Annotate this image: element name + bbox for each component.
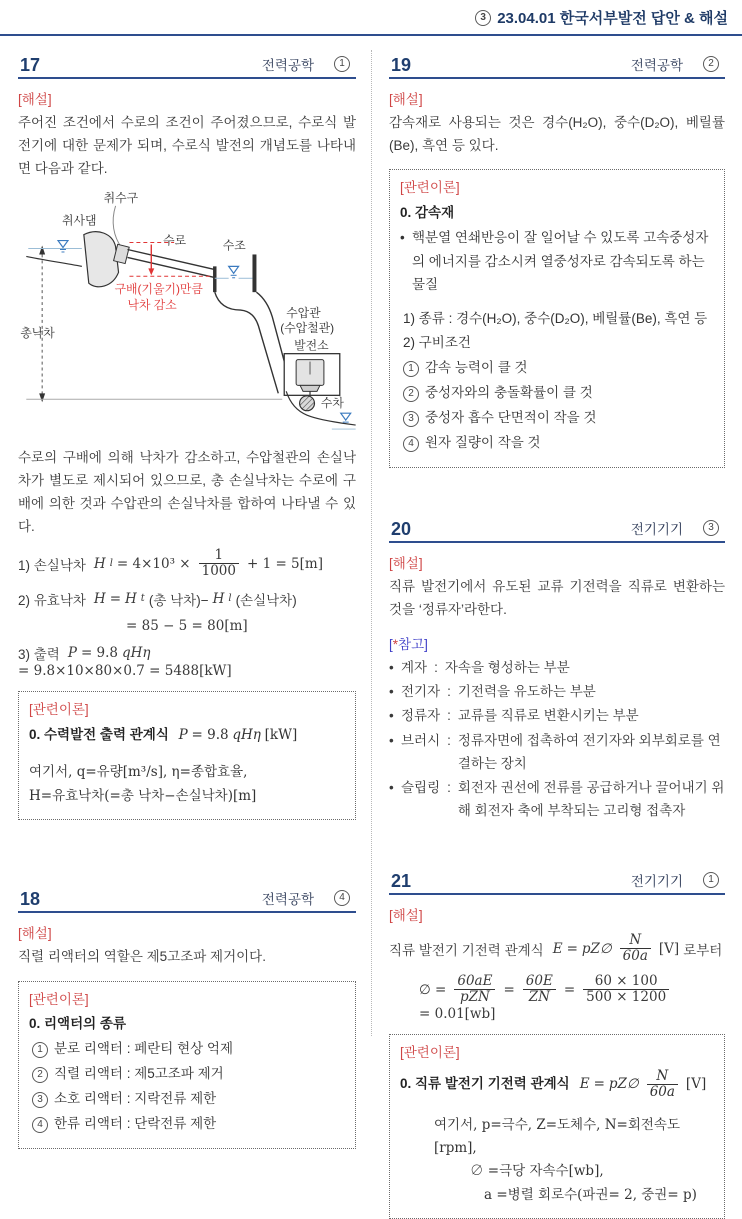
item-number-badge: 3 (32, 1092, 48, 1108)
definition: 교류를 직류로 변환시키는 부분 (457, 708, 639, 724)
explanation-text: 직렬 리액터의 역할은 제5고조파 제거이다. (18, 949, 266, 965)
explanation-text: 직류 발전기에서 유도된 교류 기전력을 직류로 변환하는 것을 ‘정류자’라한다. (389, 578, 725, 617)
theory-label: [관련이론] (29, 991, 89, 1007)
upstream-water (26, 240, 82, 266)
moderator-requirements-title: 2) 구비조건 (403, 334, 471, 350)
theory-note: 여기서, q=유량[m³/s], η=종합효율, (29, 764, 248, 781)
term: 전기자 (401, 684, 441, 700)
item-number-badge: 2 (403, 386, 419, 402)
bullet-icon: • (400, 230, 405, 246)
reactor-type-list (29, 1038, 345, 1136)
total-head-label: 총낙차 (20, 325, 55, 340)
head-loss-note-line2: 낙차 감소 (127, 297, 177, 312)
equation-effective-head-result: = 85 − 5 = 80[m] (126, 617, 248, 634)
equation-output: 3) 출력 P = 9.8 qHη = 9.8×10×80×0.7 = 5488[kW] (18, 644, 232, 679)
theory-label: [관련이론] (400, 180, 460, 196)
fraction: $\frac{60E}{ZN}$ (523, 974, 556, 1006)
water-level-icon (341, 413, 351, 422)
turbine-label: 수차 (320, 395, 344, 410)
term: 계자 (401, 660, 428, 676)
intake-label: 취수구 (103, 190, 139, 205)
left-column (18, 50, 356, 1149)
theory-note: 여기서, p=극수, Z=도체수, N=회전속도[rpm], (434, 1116, 681, 1156)
flux-calculation-line: ∅ = $\frac{60aE}{\text{pZN}}$ = $\frac{60E}{ZN}$ = $\frac{60 \times 100}{500 \times 1200}$ = 0.01[wb] (419, 974, 725, 1022)
turbine (300, 395, 345, 410)
question-number: 21 (391, 870, 412, 891)
page-title: 23.04.01 한국서부발전 답안 & 해설 (497, 10, 728, 27)
bullet-icon: • (389, 660, 394, 676)
question-20 (389, 514, 725, 823)
theory-box-q21 (389, 1034, 725, 1219)
subject-label: 전력공학 (630, 58, 683, 73)
term: 브러시 (401, 732, 441, 748)
explanation-text: 감속재로 사용되는 것은 경수(H₂O), 중수(D₂O), 베릴률(Be), 흑연 등 있다. (389, 115, 725, 154)
moderator-requirement-list (400, 357, 714, 455)
explanation-text: 주어진 조건에서 수로의 조건이 주어졌으므로, 수로식 발전기에 대한 문제가 되며, 수로식 발전의 개념도를 나타내면 다음과 같다. (18, 115, 356, 177)
list-item (400, 407, 714, 430)
list-item (29, 1088, 345, 1111)
header-circled-number: 3 (475, 10, 491, 26)
theory-title-line: 0. 직류 발전기 기전력 관계식 E = pZ∅ $\frac{N}{60a}$ [V] (400, 1067, 707, 1101)
right-column (389, 50, 725, 1219)
bullet-icon: • (389, 732, 394, 748)
answer-badge: 1 (703, 872, 719, 888)
question-21 (389, 866, 725, 1219)
list-item (29, 1038, 345, 1061)
list-item (29, 1113, 345, 1136)
subject-label: 전력공학 (261, 892, 314, 908)
fraction: $\frac{1}{1000}$ (199, 548, 239, 580)
haesul-label: [해설] (18, 92, 52, 107)
definition: 회전자 권선에 전류를 공급하거나 끌어내기 위해 회전자 축에 부착되는 고리형 접촉자 (457, 780, 725, 819)
term: 슬립링 (401, 780, 441, 796)
page-header (475, 7, 728, 28)
fraction: $\frac{N}{60a}$ (620, 933, 651, 965)
head-loss-annotation (115, 242, 210, 311)
penstock-label-line1: 수압관 (286, 305, 321, 320)
theory-note: a =병렬 회로수(파권= 2, 중권= p) (484, 1187, 697, 1204)
tank-label: 수조 (222, 238, 246, 253)
question-18-header (18, 884, 356, 913)
moderator-kinds: 1) 종류 : 경수(H₂O), 중수(D₂O), 베릴률(Be), 흑연 등 (403, 310, 708, 326)
separator: : (447, 780, 451, 796)
subject-label: 전기기기 (630, 873, 683, 889)
subject-label: 전기기기 (630, 521, 683, 537)
theory-label: [관련이론] (400, 1044, 460, 1060)
definition: 자속을 형성하는 부분 (444, 660, 570, 676)
dam-label: 취사댐 (62, 213, 97, 228)
item-number-badge: 4 (32, 1117, 48, 1133)
list-item (389, 704, 725, 727)
equation-effective-head: 2) 유효낙차 H = H t (총 낙차)− H l (손실낙차) (18, 590, 297, 608)
separator: : (434, 660, 438, 676)
theory-box-q18 (18, 981, 356, 1150)
haesul-label: [해설] (18, 926, 52, 942)
column-divider (371, 50, 372, 1036)
theory-box-q19 (389, 169, 725, 467)
list-item (389, 729, 725, 775)
item-number-badge: 1 (32, 1042, 48, 1058)
theory-title: 0. 감속재 (400, 205, 455, 221)
list-item (389, 776, 725, 822)
fraction: $\frac{N}{60a}$ (647, 1069, 678, 1101)
definition: 정류자면에 접촉하여 전기자와 외부회로를 연결하는 장치 (457, 732, 721, 771)
bullet-icon: • (389, 780, 394, 796)
item-text: 중성자 흡수 단면적이 작을 것 (425, 409, 597, 425)
bullet-icon: • (389, 684, 394, 700)
question-19-header (389, 50, 725, 79)
separator: : (447, 708, 451, 724)
haesul-label: [해설] (389, 907, 423, 923)
equation-loss-head: 1) 손실낙차 H l = 4×10³ × $\frac{1}{1000}$ + 1 = 5[m] (18, 546, 323, 580)
question-number: 19 (391, 55, 412, 75)
question-18 (18, 884, 356, 1149)
spacer (389, 468, 725, 514)
theory-label: [관련이론] (29, 701, 89, 717)
question-21-header (389, 866, 725, 895)
water-level-icon (229, 266, 239, 277)
term: 정류자 (401, 708, 441, 724)
haesul-label: [해설] (389, 555, 423, 571)
total-head-measure (20, 245, 55, 402)
fraction: $\frac{60aE}{\text{pZN}}$ (454, 974, 495, 1006)
answer-badge: 3 (703, 520, 719, 536)
theory-note: ∅ =극당 자속수[wb], (470, 1163, 604, 1180)
waterway-label: 수로 (163, 233, 187, 248)
question-number: 20 (391, 518, 412, 539)
item-text: 중성자와의 충돌확률이 클 것 (425, 384, 593, 400)
item-number-badge: 3 (403, 411, 419, 427)
item-text: 한류 리액터 : 단락전류 제한 (54, 1116, 217, 1132)
haesul-label: [해설] (389, 92, 423, 107)
item-number-badge: 2 (32, 1067, 48, 1083)
question-20-header (389, 514, 725, 543)
fraction: $\frac{60 \times 100}{500 \times 1200}$ (583, 974, 669, 1006)
item-text: 감속 능력이 클 것 (425, 359, 528, 375)
penstock-label-line2: (수압철관) (280, 320, 335, 335)
question-19 (389, 50, 725, 468)
powerhouse-label: 발전소 (294, 338, 329, 353)
item-text: 직렬 리액터 : 제5고조파 제거 (54, 1066, 224, 1082)
separator: : (447, 732, 451, 748)
moderator-definition: • 핵분열 연쇄반응이 잘 일어날 수 있도록 고속중성자의 에너지를 감소시켜 열중성자로 감속되도록 하는 물질 (400, 226, 714, 296)
list-item (29, 1063, 345, 1086)
water-level-icon (58, 240, 68, 251)
question-number: 17 (20, 55, 41, 75)
list-item (400, 382, 714, 405)
explanation-text: 수로의 구배에 의해 낙차가 감소하고, 수압철관의 손실낙차가 별도로 제시되어 있으므로, 총 손실낙차는 수로에 구배에 의한 것과 수압관의 손실낙차를 합하여 나타낼 수 있다. (18, 449, 356, 535)
item-number-badge: 1 (403, 361, 419, 377)
item-text: 분로 리액터 : 페란티 현상 억제 (54, 1041, 233, 1057)
header-rule (0, 34, 742, 36)
math-var: H (93, 555, 106, 572)
question-17 (18, 50, 356, 820)
waterway (127, 233, 213, 277)
emf-relation-line: 직류 발전기 기전력 관계식 E = pZ∅ $\frac{N}{60a}$ [V] 로부터 (389, 931, 723, 965)
list-item (389, 680, 725, 703)
bullet-icon: • (389, 708, 394, 724)
item-number-badge: 4 (403, 436, 419, 452)
item-text: 소호 리액터 : 지락전류 제한 (54, 1091, 217, 1107)
subject-label: 전력공학 (261, 58, 314, 73)
definition: 기전력을 유도하는 부분 (457, 684, 596, 700)
star-icon: * (392, 637, 399, 653)
theory-title: 0. 리액터의 종류 (29, 1016, 127, 1032)
spacer (18, 820, 356, 884)
intake-dam (62, 191, 139, 287)
list-item (400, 432, 714, 455)
hydro-diagram (18, 187, 356, 442)
spacer (389, 824, 725, 866)
list-item (400, 357, 714, 380)
answer-badge: 4 (334, 890, 350, 906)
head-loss-note-line1: 구배(기울기)만큼 (114, 281, 203, 296)
hydro-diagram-svg (18, 187, 356, 437)
dc-machine-parts-list (389, 656, 725, 823)
theory-title-line: 0. 수력발전 출력 관계식 P = 9.8 qHη [kW] (29, 726, 298, 743)
theory-box-q17 (18, 691, 356, 821)
question-17-header (18, 50, 356, 79)
separator: : (447, 684, 451, 700)
theory-note: H=유효낙차(=총 낙차−손실낙차)[m] (29, 788, 257, 805)
item-text: 원자 질량이 작을 것 (425, 434, 541, 450)
reference-label: [*참고] (389, 637, 428, 653)
answer-badge: 1 (334, 56, 350, 72)
head-tank (215, 238, 255, 292)
question-number: 18 (20, 889, 41, 910)
list-item (389, 656, 725, 679)
answer-badge: 2 (703, 56, 719, 72)
theory-notes (400, 1114, 714, 1208)
powerhouse (284, 338, 340, 396)
